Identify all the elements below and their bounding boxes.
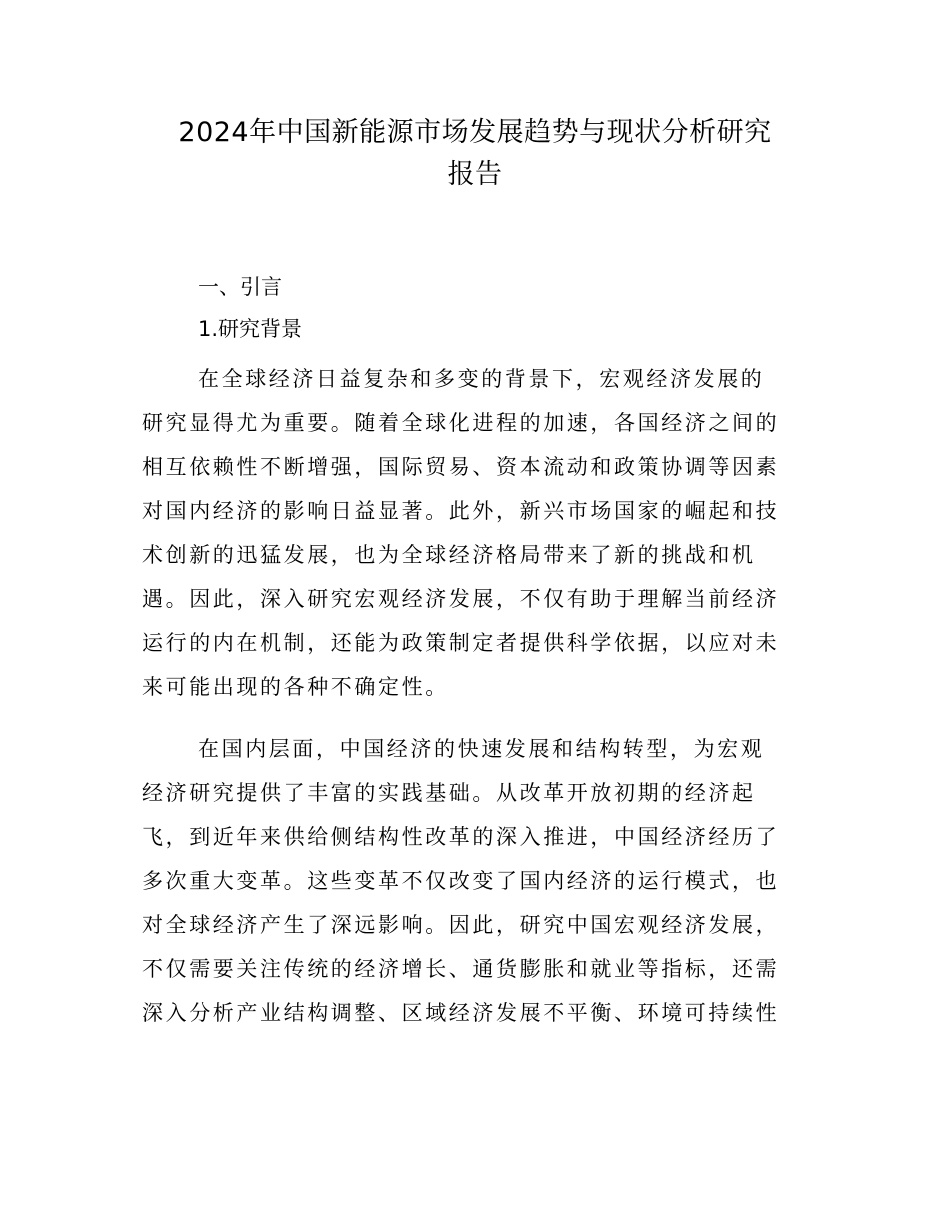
paragraph-line: 研究显得尤为重要。随着全球化进程的加速，各国经济之间的 [142, 411, 780, 435]
paragraph-line: 相互依赖性不断增强，国际贸易、资本流动和政策协调等因素 [142, 455, 780, 479]
paragraph-line: 运行的内在机制，还能为政策制定者提供科学依据，以应对未 [142, 631, 780, 655]
section-heading: 一、引言 [198, 275, 282, 299]
paragraph-line: 对国内经济的影响日益显著。此外，新兴市场国家的崛起和技 [142, 499, 780, 523]
paragraph-line: 遇。因此，深入研究宏观经济发展，不仅有助于理解当前经济 [142, 587, 780, 611]
title-line-2: 报告 [447, 159, 503, 190]
paragraph-line: 不仅需要关注传统的经济增长、通货膨胀和就业等指标，还需 [142, 957, 780, 981]
paragraph-line: 在全球经济日益复杂和多变的背景下，宏观经济发展的 [198, 367, 765, 391]
paragraph-line: 多次重大变革。这些变革不仅改变了国内经济的运行模式，也 [142, 869, 780, 893]
paragraph-line: 术创新的迅猛发展，也为全球经济格局带来了新的挑战和机 [142, 543, 756, 567]
paragraph-line: 对全球经济产生了深远影响。因此，研究中国宏观经济发展， [142, 913, 780, 937]
document-title [110, 112, 840, 196]
paragraph-line: 飞，到近年来供给侧结构性改革的深入推进，中国经济经历了 [142, 825, 780, 849]
paragraph-line: 在国内层面，中国经济的快速发展和结构转型，为宏观 [198, 737, 765, 761]
title-line-1: 2024年中国新能源市场发展趋势与现状分析研究 [178, 117, 772, 148]
paragraph-line: 深入分析产业结构调整、区域经济发展不平衡、环境可持续性 [142, 1001, 780, 1025]
paragraph-line: 经济研究提供了丰富的实践基础。从改革开放初期的经济起 [142, 781, 756, 805]
paragraph-line: 来可能出现的各种不确定性。 [142, 675, 449, 699]
subsection-heading: 1.研究背景 [198, 317, 303, 341]
